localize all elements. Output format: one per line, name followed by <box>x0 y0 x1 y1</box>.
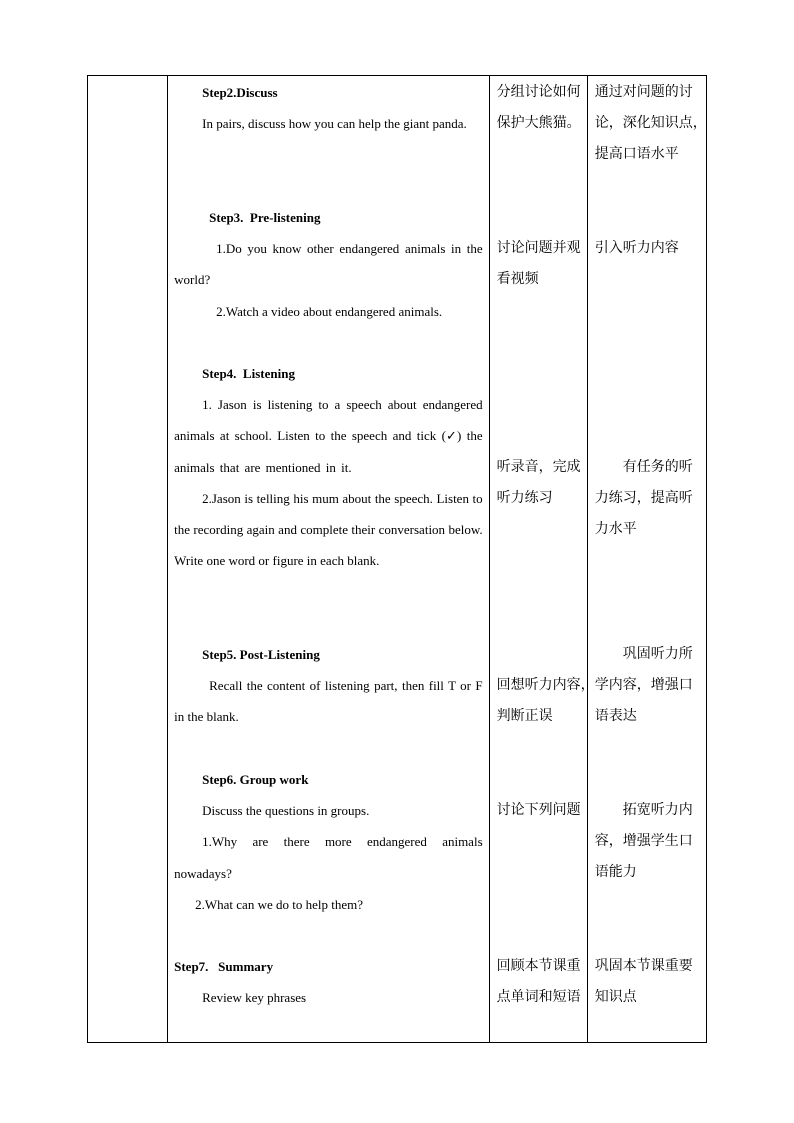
activity-line: 保护大熊猫。 <box>496 115 581 131</box>
purpose-line: 通过对问题的讨 <box>594 84 693 100</box>
step-text: 2.Watch a video about endangered animals. <box>216 303 443 319</box>
activity-line: 回顾本节课重 <box>496 958 581 974</box>
purpose-line: 提高口语水平 <box>594 146 679 162</box>
purpose-line: 学内容，增强口 <box>594 677 693 693</box>
activity-line: 分组讨论如何 <box>496 84 581 100</box>
purpose-line: 语表达 <box>594 708 637 724</box>
activity-step-4 <box>497 452 583 514</box>
step-6-block <box>174 764 483 920</box>
purpose-line: 拓宽听力内 <box>622 802 693 818</box>
purpose-line: 力水平 <box>594 521 637 537</box>
purpose-line: 巩固听力所 <box>622 646 693 662</box>
activity-line: 判断正误 <box>496 708 553 724</box>
step-heading: Step3. Pre-listening <box>209 210 321 225</box>
blank-column-cell <box>88 76 168 1043</box>
step-text: In pairs, discuss how you can help the giant panda. <box>202 116 467 132</box>
student-activity-cell <box>489 76 595 1043</box>
step-text: Discuss the questions in groups. <box>202 803 370 819</box>
step-text: 2.Jason is telling his mum about the speech. Listen to the recording again and complete their conversation below. Write one word or figure in each blank. <box>174 490 483 569</box>
activity-step-5 <box>496 670 595 732</box>
step-5-block <box>174 639 483 733</box>
step-2-block <box>174 77 483 139</box>
purpose-line: 容，增强学生口 <box>594 833 693 849</box>
step-text: 1.Do you know other endangered animals in the world? <box>174 241 483 288</box>
teaching-steps-cell <box>168 76 490 1043</box>
activity-step-7 <box>497 951 583 1013</box>
step-text: 1. Jason is listening to a speech about endangered animals at school. Listen to the speech and tick (✓) the animals that are mentioned in it. <box>174 397 483 475</box>
purpose-step-3 <box>595 233 702 264</box>
activity-step-2 <box>497 77 583 139</box>
design-purpose-cell <box>587 76 706 1043</box>
activity-line: 听录音，完成 <box>496 459 581 475</box>
purpose-step-7 <box>595 951 702 1013</box>
step-heading: Step7. Summary <box>174 959 274 974</box>
purpose-line: 论，深化知识点， <box>594 115 707 131</box>
purpose-step-4 <box>595 452 702 545</box>
step-text: 1.Why are there more endangered animals nowadays? <box>174 834 483 881</box>
activity-line: 看视频 <box>496 271 539 287</box>
lesson-plan-table <box>87 75 707 1043</box>
purpose-line: 巩固本节课重要 <box>594 958 693 974</box>
purpose-line: 引入听力内容 <box>594 240 679 256</box>
step-text: 2.What can we do to help them? <box>195 896 363 912</box>
step-heading: Step2.Discuss <box>202 85 278 100</box>
step-heading: Step6. Group work <box>202 772 309 787</box>
step-heading: Step4. Listening <box>202 366 295 381</box>
step-text: Review key phrases <box>202 990 307 1006</box>
activity-line: 讨论下列问题 <box>496 802 581 818</box>
activity-line: 点单词和短语 <box>496 989 581 1005</box>
purpose-line: 有任务的听 <box>622 459 693 475</box>
activity-line: 讨论问题并观 <box>496 240 581 256</box>
activity-line: 听力练习 <box>496 490 553 506</box>
step-4-block <box>174 358 483 576</box>
step-7-block <box>174 951 483 1013</box>
purpose-line: 知识点 <box>594 989 637 1005</box>
step-3-block <box>174 202 483 327</box>
step-text: Recall the content of listening part, then fill T or F in the blank. <box>174 678 483 725</box>
purpose-line: 力练习，提高听 <box>594 490 693 506</box>
activity-line: 回想听力内容， <box>496 677 595 693</box>
activity-step-6 <box>497 795 583 826</box>
purpose-step-2 <box>594 77 707 170</box>
purpose-step-5 <box>595 639 702 732</box>
activity-step-3 <box>497 233 583 295</box>
step-heading: Step5. Post-Listening <box>202 647 320 662</box>
purpose-line: 语能力 <box>594 864 637 880</box>
table-row <box>88 76 707 1043</box>
purpose-step-6 <box>595 795 702 888</box>
